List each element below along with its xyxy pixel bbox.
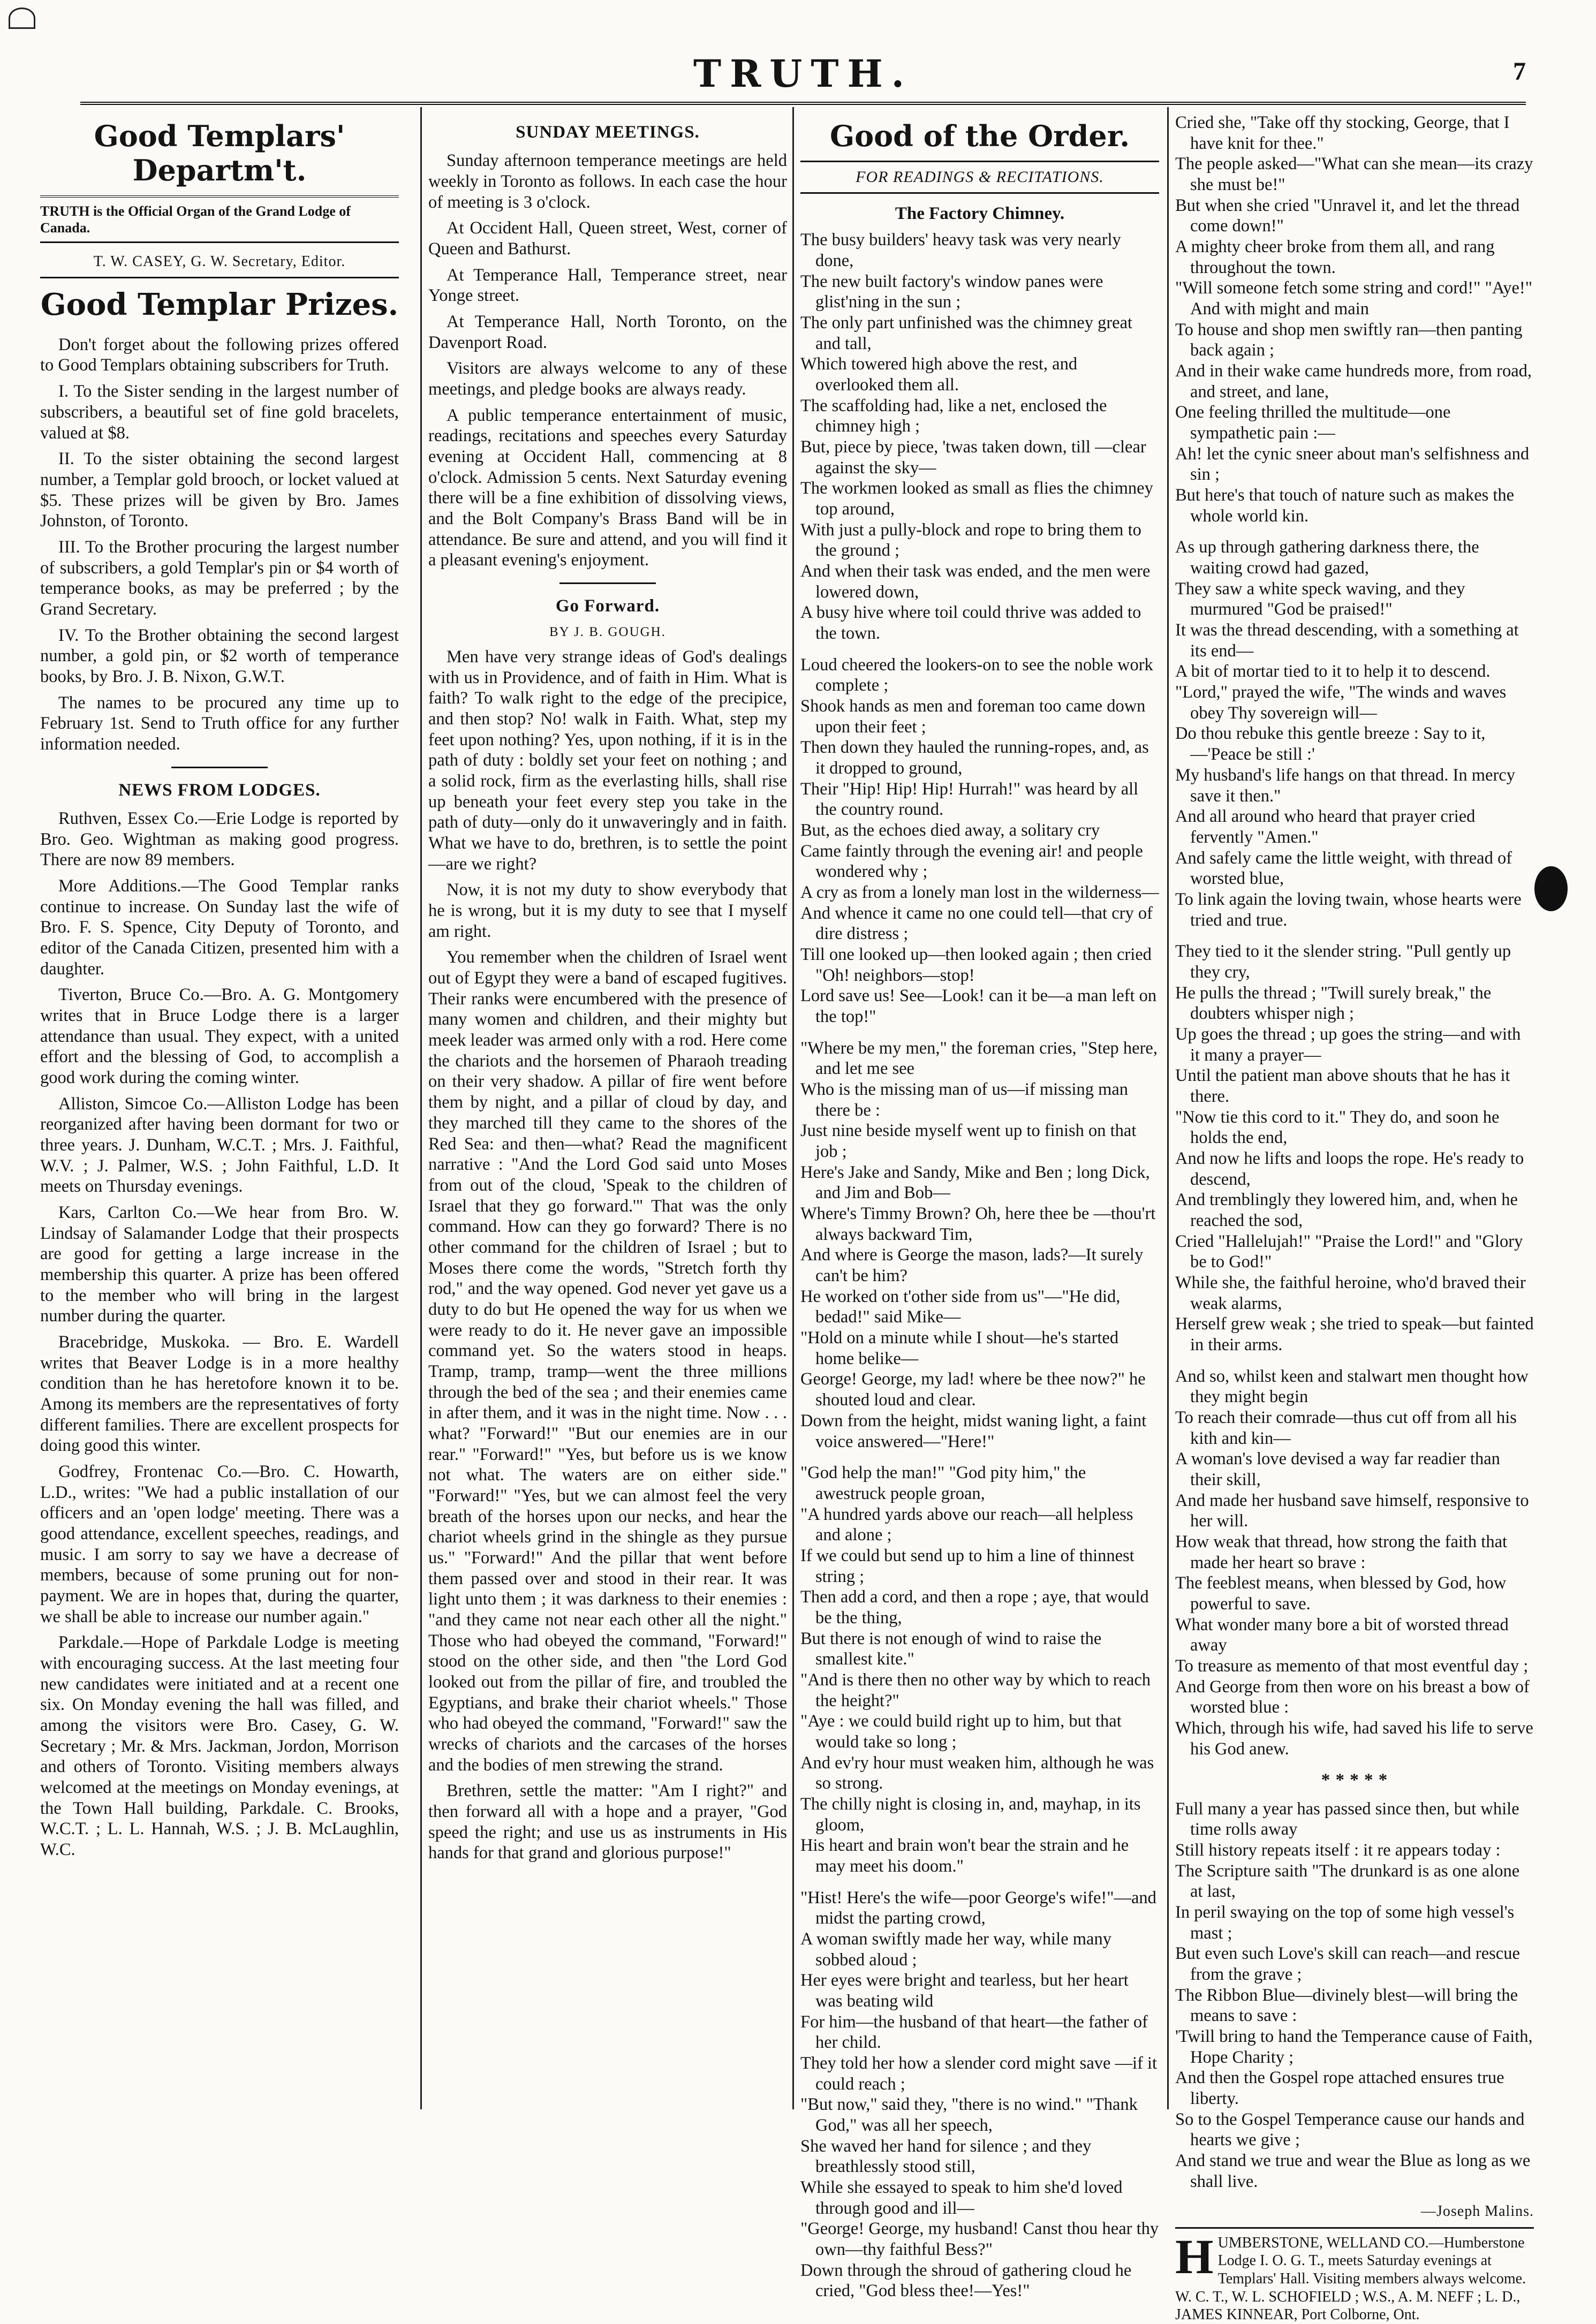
poem-line: One feeling thrilled the multitude—one sympathetic pain :— (1175, 403, 1451, 443)
poem-line: The workmen looked as small as flies the chimney top around, (800, 479, 1153, 519)
prizes-title: Good Templar Prizes. (40, 287, 399, 323)
poem-line: Their "Hip! Hip! Hip! Hurrah!" was heard by all the country round. (800, 779, 1139, 820)
poem-line: How weak that thread, how strong the faith that made her heart so brave : (1175, 1532, 1508, 1572)
poem-line: The Scripture saith "The drunkard is as one alone at last, (1175, 1861, 1520, 1902)
poem-stanza (800, 1888, 1159, 2302)
poem-title: The Factory Chimney. (895, 203, 1065, 223)
poem-line: Cried "Hallelujah!" "Praise the Lord!" and "Glory be to God!" (1175, 1231, 1523, 1272)
poem-line: And stand we true and wear the Blue as long as we shall live. (1175, 2151, 1531, 2191)
poem-line: Still history repeats itself : it re appears today : (1175, 1841, 1501, 1860)
ink-blot (1534, 866, 1568, 911)
poem-line: To house and shop men swiftly ran—then panting back again ; (1175, 320, 1523, 360)
poem-line: What wonder many bore a bit of worsted thread away (1175, 1615, 1509, 1655)
poem-line: "Now tie this cord to it." They do, and soon he holds the end, (1175, 1107, 1500, 1148)
prize-paragraph: The names to be procured any time up to February 1st. Send to Truth office for any further information needed. (40, 693, 399, 754)
editor-line: T. W. CASEY, G. W. Secretary, Editor. (40, 249, 399, 278)
go-forward-title: Go Forward. (555, 596, 660, 616)
poem-stanza (1175, 112, 1534, 526)
prize-paragraph: Don't forget about the following prizes offered to Good Templars obtaining subscribers for Truth. (40, 335, 399, 375)
go-forward-body (428, 647, 787, 1864)
good-of-the-order-title: Good of the Order. (829, 119, 1130, 153)
poem-line: My husband's life hangs on that thread. In mercy save it then." (1175, 765, 1515, 806)
poem-line: Just nine beside myself went up to finish on that job ; (800, 1121, 1137, 1162)
lodge-news-item: Ruthven, Essex Co.—Erie Lodge is reported by Bro. Geo. Wightman as making good progress. There are now 89 members. (40, 808, 399, 870)
poem-stanza (800, 1463, 1159, 1876)
meeting-paragraph: At Temperance Hall, North Toronto, on the Davenport Road. (428, 312, 787, 352)
poem-line: And tremblingly they lowered him, and, when he reached the sod, (1175, 1190, 1518, 1230)
poem-line: Loud cheered the lookers-on to see the noble work complete ; (800, 655, 1153, 695)
poem-stanza (800, 655, 1159, 1027)
poem-line: And where is George the mason, lads?—It surely can't be him? (800, 1245, 1144, 1286)
poem-line: A woman's love devised a way far readier than their skill, (1175, 1449, 1500, 1489)
article-paragraph: Brethren, settle the matter: "Am I right?" and then forward all with a hope and a prayer, "God speed the right; and use us as instruments in His hands for that grand and glorious purpose!" (428, 1781, 787, 1863)
meeting-paragraph: Sunday afternoon temperance meetings are held weekly in Toronto as follows. In each case the hour of meeting is 3 o'clock. (428, 151, 787, 212)
poem-line: To link again the loving twain, whose hearts were tried and true. (1175, 889, 1522, 930)
poem-line: And whence it came no one could tell—that cry of dire distress ; (800, 903, 1153, 944)
section-rule (559, 582, 656, 584)
page-number: 7 (1513, 57, 1526, 86)
readings-subtitle: FOR READINGS & RECITATIONS. (800, 161, 1159, 194)
poem-line: Where's Timmy Brown? Oh, here thee be —thou'rt always backward Tim, (800, 1204, 1156, 1244)
organ-note: TRUTH is the Official Organ of the Grand Lodge of Canada. (40, 195, 399, 243)
prize-paragraph: II. To the sister obtaining the second largest number, a Templar gold brooch, or locket valued at $5. These prizes will be given by Bro. James Johnston, of Toronto. (40, 449, 399, 531)
newspaper-title: TRUTH. (693, 51, 913, 96)
masthead (80, 51, 1526, 100)
poem-line: He worked on t'other side from us"—"He did, bedad!" said Mike— (800, 1286, 1121, 1327)
lodge-news-item: More Additions.—The Good Templar ranks continue to increase. On Sunday last the wife of Bro. F. S. Spence, City Deputy of Toronto, and editor of the Canada Citizen, presented him with a daughter. (40, 876, 399, 979)
prize-paragraph: III. To the Brother procuring the largest number of subscribers, a gold Templar's pin or $4 worth of temperance books, as may be preferred ; by the Grand Secretary. (40, 537, 399, 619)
poem-line: Then down they hauled the running-ropes, and, as it dropped to ground, (800, 738, 1149, 778)
poem-line: George! George, my lad! where be thee now?" he shouted loud and clear. (800, 1369, 1146, 1410)
article-paragraph: You remember when the children of Israel went out of Egypt they were a band of escaped fugitives. Their ranks were encumbered with the presence of many women and children, and their mighty but meek leader was armed only with a rod. Here come the chariots and the horsemen of Pharaoh treading on their very shadow. A pillar of fire went before them by night, and a pillar of cloud by day, and they marched till they came to the shores of the Red Sea: and then—what? Read the magnificent narrative : "And the Lord God said unto Moses from out of the cloud, 'Speak to the children of Israel that they go forward.'" That was the only command. How can they go forward? There is no other command for the children of Israel ; but to Moses there come the words, "Stretch forth thy rod," and the way opened. God never yet gave us a duty to do but He opened the way for us when we were ready to do it. He never gave an impossible command yet. So the waters stood in heaps. Tramp, tramp, tramp—went the three millions through the bed of the sea ; and their enemies came in after them, and it was in the night time. Now . . . what? "Forward!" "But our enemies are in our rear." "Forward!" "Yes, but before us is we know not what. The waters are on either side." "Forward!" "Yes, but we can almost feel the very breath of the horses upon our necks, and hear the chariot wheels grind in the shingle as they pursue us." "Forward!" And the pillar that went before them passed over and stood in their rear. It was light unto them ; it was darkness to their enemies : "and they came not near each other all the night." Those who had obeyed the command, "Forward!" stood on the other side, and then "the Lord God looked out from the pillar of fire, and troubled the Egyptians, and brake their chariot wheels." Those who had obeyed the command, "Forward!" saw the wrecks of chariots and the carcases of the horses and the bodies of men strewing the strand. (428, 948, 787, 1775)
article-paragraph: Now, it is not my duty to show everybody that he is wrong, but it is my duty to see that I myself am right. (428, 880, 787, 941)
lodge-news-item: Godfrey, Frontenac Co.—Bro. C. Howarth, L.D., writes: "We had a public installation of our officers and an 'open lodge' meeting. There was a good attendance, excellent speeches, readings, and music. I am sorry to say we have a decrease of members, because of some pruning out for non-payment. We are in hopes that, during the quarter, we shall be able to increase our number again." (40, 1462, 399, 1626)
poem-line: Down through the shroud of gathering cloud he cried, "God bless thee!—Yes!" (800, 2260, 1132, 2301)
lodge-news-item: Alliston, Simcoe Co.—Alliston Lodge has been reorganized after having been dormant for two or three years. J. Dunham, W.C.T. ; Mrs. J. Faithful, W.V. ; J. Palmer, W.S. ; John Faithful, L.D. It meets on Thursday evenings. (40, 1094, 399, 1197)
column-rule-2 (792, 107, 794, 2109)
sunday-meetings-list (428, 150, 787, 571)
poem-part-one (800, 230, 1159, 2302)
poem-line: And safely came the little weight, with thread of worsted blue, (1175, 848, 1512, 889)
poem-line: "George! George, my husband! Canst thou hear thy own—thy faithful Bess?" (800, 2219, 1159, 2260)
column-rule-3 (1167, 107, 1169, 2109)
poem-line: A bit of mortar tied to it to help it to descend. (1175, 662, 1491, 682)
poem-final-stanza (1175, 1799, 1534, 2192)
poem-line: A mighty cheer broke from them all, and rang throughout the town. (1175, 237, 1495, 277)
poem-line: But here's that touch of nature such as makes the whole world kin. (1175, 486, 1515, 526)
stanza-separator: * * * * * (1321, 1770, 1388, 1790)
poem-line: To treasure as memento of that most eventful day ; (1175, 1656, 1529, 1676)
column-3 (800, 112, 1159, 2301)
poem-line: But even such Love's skill can reach—and rescue from the grave ; (1175, 1944, 1520, 1985)
masthead-rule (80, 102, 1526, 105)
poem-line: But when she cried "Unravel it, and let the thread come down!" (1175, 195, 1520, 236)
poem-line: Lord save us! See—Look! can it be—a man left on the top!" (800, 986, 1157, 1027)
poem-stanza (800, 1038, 1159, 1452)
poem-line: The people asked—"What can she mean—its crazy she must be!" (1175, 154, 1533, 195)
poem-line: 'Twill bring to hand the Temperance cause of Faith, Hope Charity ; (1175, 2027, 1533, 2067)
poem-line: "Will someone fetch some string and cord!" "Aye!" And with might and main (1175, 278, 1532, 319)
notice-text: UMBERSTONE, WELLAND CO.—Humberstone Lodge I. O. G. T., meets Saturday evenings at Templars' Hall. Visiting members always welcome. W. C. T., W. L. SCHOFIELD ; W.S., A. M. NEFF ; L. D., JAMES KINNEAR, Port Colborne, Ont. (1175, 2234, 1526, 2323)
poem-line: "Hold on a minute while I shout—he's started home belike— (800, 1328, 1119, 1368)
prize-paragraph: IV. To the Brother obtaining the second largest number, a gold pin, or $2 worth of temperance books, by Bro. J. B. Nixon, G.W.T. (40, 625, 399, 686)
poem-line: But there is not enough of wind to raise the smallest kite." (800, 1629, 1102, 1669)
poem-line: Came faintly through the evening air! and people wondered why ; (800, 841, 1143, 882)
poem-line: "Lord," prayed the wife, "The winds and waves obey Thy sovereign will— (1175, 683, 1507, 723)
poem-line: "And is there then no other way by which to reach the height?" (800, 1670, 1151, 1710)
column-1 (40, 112, 399, 2109)
poem-line: Down from the height, midst waning light, a faint voice answered—"Here!" (800, 1411, 1147, 1451)
poem-line: And then the Gospel rope attached ensures true liberty. (1175, 2068, 1504, 2109)
poem-stanza (1175, 537, 1534, 930)
poem-line: The chilly night is closing in, and, mayhap, in its gloom, (800, 1794, 1141, 1835)
poem-line: Shook hands as men and foreman too came down upon their feet ; (800, 696, 1146, 737)
meeting-paragraph: A public temperance entertainment of music, readings, recitations and speeches every Saturday evening at Occident Hall, commencing at 8 o'clock. Admission 5 cents. Next Saturday evening there will be a fine exhibition of dissolving views, and the Bolt Company's Brass Band will be in attendance. Be sure and attend, and you will find it a pleasant evening's enjoyment. (428, 405, 787, 570)
poem-stanza (1175, 941, 1534, 1355)
poem-line: And now he lifts and loops the rope. He's ready to descend, (1175, 1148, 1524, 1189)
department-title: Good Templars' Departm't. (94, 119, 345, 188)
poem-line: The feeblest means, when blessed by God, how powerful to save. (1175, 1573, 1507, 1614)
poem-line: It was the thread descending, with a something at its end— (1175, 620, 1519, 661)
poem-line: And George from then wore on his breast a bow of worsted blue : (1175, 1677, 1530, 1717)
article-paragraph: Men have very strange ideas of God's dealings with us in Providence, and of faith in Him. What is faith? To walk right to the edge of the precipice, and then stop? No! walk in Faith. What, step my feet upon nothing? Yes, upon nothing, if it is in the path of duty : boldly set your feet on nothing ; and a solid rock, firm as the everlasting hills, shall rise up beneath your feet every step you take in the path of duty—only do it unwaveringly and in faith. What we have to do, brethren, is to settle the point—are we right? (428, 647, 787, 874)
poem-line: In peril swaying on the top of some high vessel's mast ; (1175, 1903, 1515, 1943)
poem-part-two (1175, 112, 1534, 1759)
go-forward-byline: BY J. B. GOUGH. (549, 625, 666, 640)
poem-line: Ah! let the cynic sneer about man's selfishness and sin ; (1175, 444, 1530, 485)
lodge-notice (1175, 2227, 1534, 2324)
notice-drop-cap: H (1175, 2229, 1214, 2284)
poem-stanza (1175, 1799, 1534, 2192)
poem-line: His heart and brain won't bear the strain and he may meet his doom." (800, 1836, 1129, 1876)
lodge-news-item: Tiverton, Bruce Co.—Bro. A. G. Montgomery writes that in Bruce Lodge there is a larger attendance than usual. They expect, with a united effort and the blessing of God, to accomplish a good work during the coming winter. (40, 985, 399, 1087)
poem-line: So to the Gospel Temperance cause our hands and hearts we give ; (1175, 2109, 1525, 2150)
poem-line: They saw a white speck waving, and they murmured "God be praised!" (1175, 579, 1465, 619)
poem-stanza (1175, 1366, 1534, 1760)
poem-line: Till one looked up—then looked again ; then cried "Oh! neighbors—stop! (800, 945, 1152, 985)
column-2 (428, 112, 787, 2109)
poem-line: Full many a year has passed since then, but while time rolls away (1175, 1799, 1519, 1839)
poem-line: For him—the husband of that heart—the father of her child. (800, 2012, 1148, 2053)
poem-line: Herself grew weak ; she tried to speak—but fainted in their arms. (1175, 1314, 1534, 1354)
poem-line: Who is the missing man of us—if missing man there be : (800, 1080, 1129, 1120)
poem-author: —Joseph Malins. (1421, 2203, 1534, 2220)
poem-stanza (800, 230, 1159, 644)
poem-line: If we could but send up to him a line of thinnest string ; (800, 1546, 1134, 1586)
page-corner-mark (9, 7, 35, 29)
poem-line: "But now," said they, "there is no wind." "Thank God," was all her speech, (800, 2095, 1138, 2135)
poem-line: Then add a cord, and then a rope ; aye, that would be the thing, (800, 1587, 1149, 1627)
poem-line: "Where be my men," the foreman cries, "Step here, and let me see (800, 1038, 1158, 1079)
poem-line: She waved her hand for silence ; and they breathlessly stood still, (800, 2136, 1092, 2177)
poem-line: Do thou rebuke this gentle breeze : Say to it,—'Peace be still :' (1175, 724, 1486, 764)
poem-line: To reach their comrade—thus cut off from all his kith and kin— (1175, 1407, 1517, 1448)
prize-paragraph: I. To the Sister sending in the largest number of subscribers, a beautiful set of fine gold bracelets, valued at $8. (40, 382, 399, 443)
poem-line: "A hundred yards above our reach—all helpless and alone ; (800, 1504, 1133, 1545)
poem-line: Her eyes were bright and tearless, but her heart was beating wild (800, 1971, 1129, 2011)
poem-line: And made her husband save himself, responsive to her will. (1175, 1490, 1529, 1531)
lodge-news-item: Bracebridge, Muskoka. — Bro. E. Wardell writes that Beaver Lodge is in a more healthy condition than he has heretofore known it to be. Among its members are the representatives of forty different families. There are excellent prospects for doing good this winter. (40, 1332, 399, 1456)
poem-line: They told her how a slender cord might save —if it could reach ; (800, 2053, 1158, 2094)
meeting-paragraph: At Temperance Hall, Temperance street, near Yonge street. (428, 265, 787, 306)
poem-line: The new built factory's window panes were glist'ning in the sun ; (800, 271, 1103, 312)
lodge-news-item: Parkdale.—Hope of Parkdale Lodge is meeting with encouraging success. At the last meeting four new candidates were initiated and at a recent one six. On Monday evening the hall was filled, and among the visitors were Bro. Casey, G. W. Secretary ; Mr. & Mrs. Jackman, Jordon, Morrison and others of Toronto. Visiting members always welcomed at the meetings on Monday evenings, at the Town Hall building, Parkdale. C. Brooks, W.C.T. ; L. L. Hannah, W.S. ; J. B. McLaughlin, W.C. (40, 1633, 399, 1860)
column-rule-1 (420, 107, 422, 2109)
poem-line: The busy builders' heavy task was very nearly done, (800, 230, 1121, 270)
poem-line: With just a pully-block and rope to bring them to the ground ; (800, 520, 1141, 561)
poem-line: And in their wake came hundreds more, from road, and street, and lane, (1175, 361, 1532, 402)
news-list (40, 808, 399, 1860)
poem-line: While she, the faithful heroine, who'd braved their weak alarms, (1175, 1273, 1526, 1313)
poem-line: Until the patient man above shouts that he has it there. (1175, 1066, 1510, 1106)
column-4 (1175, 112, 1534, 2323)
poem-line: As up through gathering darkness there, the waiting crowd had gazed, (1175, 538, 1479, 578)
poem-line: But, piece by piece, 'twas taken down, till —clear against the sky— (800, 437, 1146, 478)
poem-line: And when their task was ended, and the men were lowered down, (800, 561, 1151, 602)
poem-line: "Hist! Here's the wife—poor George's wife!"—and midst the parting crowd, (800, 1888, 1156, 1928)
prize-list (40, 335, 399, 755)
poem-line: They tied to it the slender string. "Pull gently up they cry, (1175, 942, 1511, 982)
poem-line: "Aye : we could build right up to him, but that would take so long ; (800, 1712, 1122, 1752)
poem-line: But, as the echoes died away, a solitary cry (800, 821, 1100, 841)
poem-line: A cry as from a lonely man lost in the wilderness— (800, 883, 1159, 903)
poem-line: The scaffolding had, like a net, enclosed the chimney high ; (800, 396, 1107, 436)
lodge-news-item: Kars, Carlton Co.—We hear from Bro. W. Lindsay of Salamander Lodge that their prospects are good for getting a large increase in the membership this quarter. A prize has been offered to the member who will bring in the largest number during the quarter. (40, 1202, 399, 1326)
meeting-paragraph: Visitors are always welcome to any of these meetings, and pledge books are always ready. (428, 359, 787, 399)
poem-line: Here's Jake and Sandy, Mike and Ben ; long Dick, and Jim and Bob— (800, 1162, 1150, 1203)
poem-line: While she essayed to speak to him she'd loved through good and ill— (800, 2178, 1123, 2218)
section-rule (171, 767, 268, 768)
poem-line: Which, through his wife, had saved his life to serve his God anew. (1175, 1719, 1533, 1759)
poem-line: The Ribbon Blue—divinely blest—will bring the means to save : (1175, 1985, 1518, 2026)
sunday-meetings-title: SUNDAY MEETINGS. (516, 123, 700, 142)
poem-line: The only part unfinished was the chimney great and tall, (800, 313, 1133, 353)
poem-line: Which towered high above the rest, and overlooked them all. (800, 354, 1078, 395)
meeting-paragraph: At Occident Hall, Queen street, West, corner of Queen and Bathurst. (428, 218, 787, 259)
poem-line: And all around who heard that prayer cried fervently "Amen." (1175, 807, 1476, 847)
poem-line: Up goes the thread ; up goes the string—and with it many a prayer— (1175, 1024, 1521, 1065)
poem-line: A woman swiftly made her way, while many sobbed aloud ; (800, 1929, 1111, 1970)
poem-line: A busy hive where toil could thrive was added to the town. (800, 603, 1141, 643)
news-title: NEWS FROM LODGES. (118, 780, 321, 800)
poem-line: "God help the man!" "God pity him," the awestruck people groan, (800, 1463, 1086, 1503)
poem-line: Cried she, "Take off thy stocking, George, that I have knit for thee." (1175, 113, 1510, 153)
poem-line: And so, whilst keen and stalwart men thought how they might begin (1175, 1366, 1529, 1407)
poem-line: And ev'ry hour must weaken him, although he was so strong. (800, 1753, 1154, 1793)
poem-line: He pulls the thread ; "Twill surely break," the doubters whisper nigh ; (1175, 983, 1492, 1024)
